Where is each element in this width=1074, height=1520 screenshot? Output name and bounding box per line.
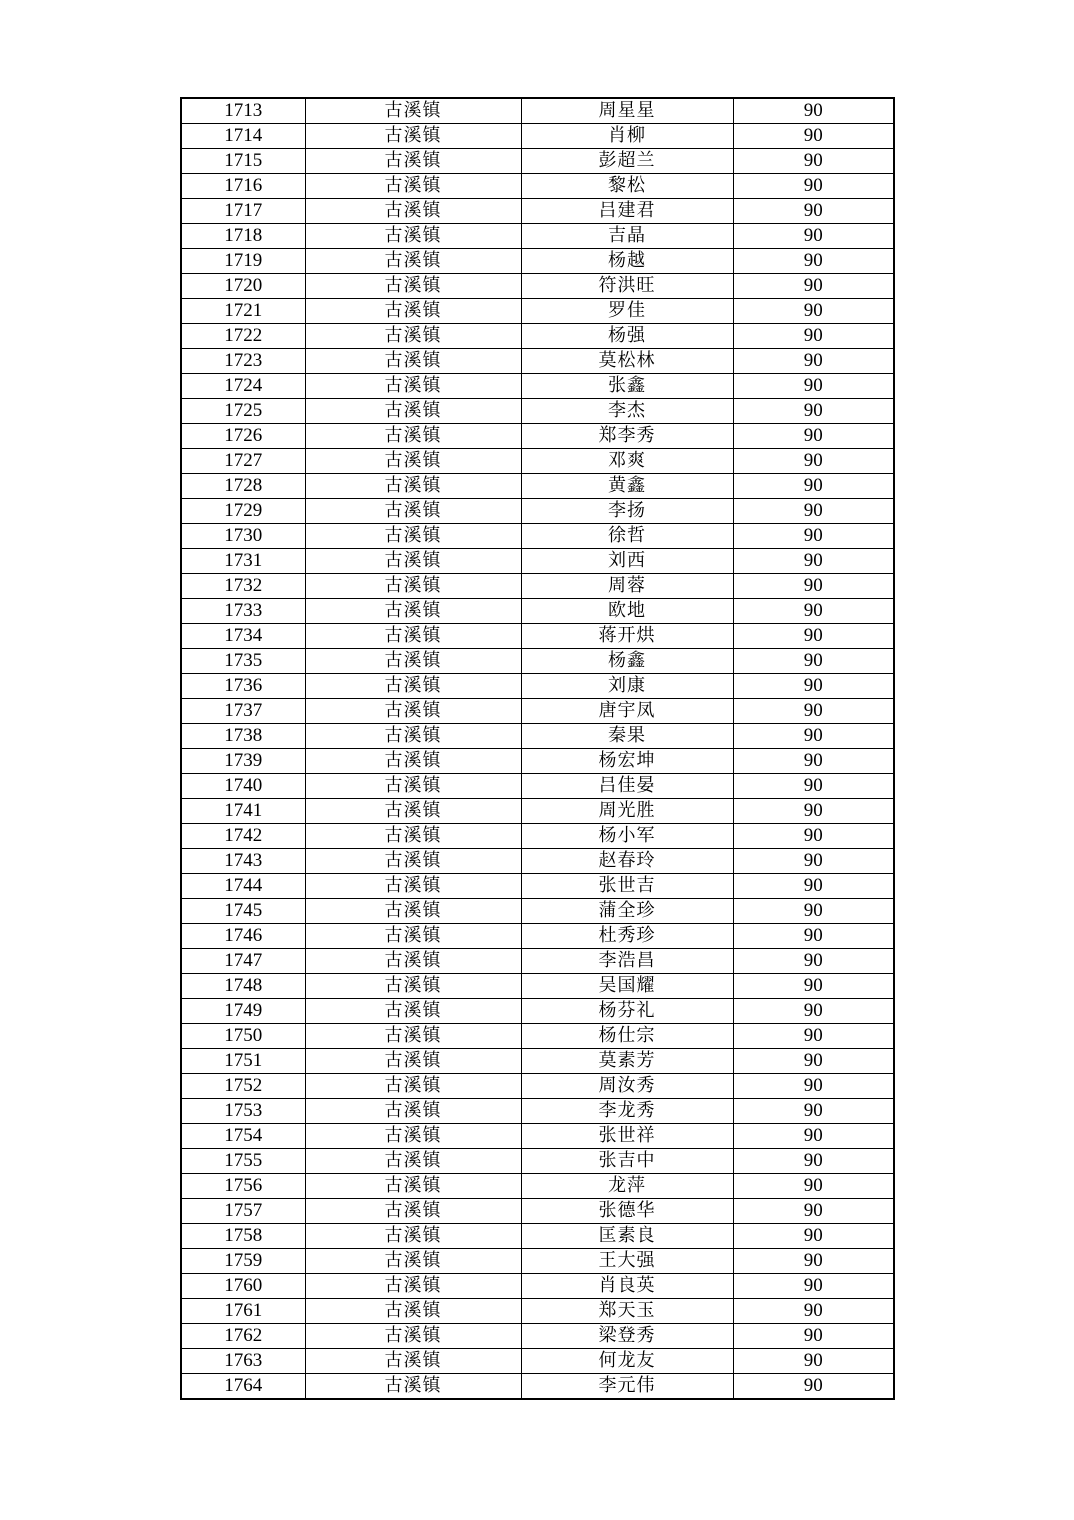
table-row xyxy=(181,1149,894,1174)
row-number-cell: 1750 xyxy=(181,1024,305,1049)
person-name-cell: 吉晶 xyxy=(521,224,733,249)
amount-cell: 90 xyxy=(733,549,894,574)
person-name-cell: 梁登秀 xyxy=(521,1324,733,1349)
table-row xyxy=(181,1199,894,1224)
table-row xyxy=(181,649,894,674)
row-number-cell: 1724 xyxy=(181,374,305,399)
amount-cell: 90 xyxy=(733,274,894,299)
amount-cell: 90 xyxy=(733,1324,894,1349)
person-name-cell: 杜秀珍 xyxy=(521,924,733,949)
person-name-cell: 周星星 xyxy=(521,98,733,124)
person-name-cell: 张鑫 xyxy=(521,374,733,399)
row-number-cell: 1760 xyxy=(181,1274,305,1299)
amount-cell: 90 xyxy=(733,349,894,374)
row-number-cell: 1735 xyxy=(181,649,305,674)
row-number-cell: 1763 xyxy=(181,1349,305,1374)
table-row xyxy=(181,1049,894,1074)
table-row xyxy=(181,724,894,749)
table-row xyxy=(181,1374,894,1400)
amount-cell: 90 xyxy=(733,324,894,349)
amount-cell: 90 xyxy=(733,1124,894,1149)
town-cell: 古溪镇 xyxy=(305,174,521,199)
row-number-cell: 1758 xyxy=(181,1224,305,1249)
town-cell: 古溪镇 xyxy=(305,98,521,124)
table-row xyxy=(181,874,894,899)
town-cell: 古溪镇 xyxy=(305,1049,521,1074)
row-number-cell: 1719 xyxy=(181,249,305,274)
person-name-cell: 张世祥 xyxy=(521,1124,733,1149)
row-number-cell: 1759 xyxy=(181,1249,305,1274)
town-cell: 古溪镇 xyxy=(305,1149,521,1174)
amount-cell: 90 xyxy=(733,999,894,1024)
town-cell: 古溪镇 xyxy=(305,574,521,599)
town-cell: 古溪镇 xyxy=(305,399,521,424)
amount-cell: 90 xyxy=(733,199,894,224)
table-row xyxy=(181,1024,894,1049)
table-row xyxy=(181,149,894,174)
amount-cell: 90 xyxy=(733,1024,894,1049)
row-number-cell: 1720 xyxy=(181,274,305,299)
town-cell: 古溪镇 xyxy=(305,849,521,874)
row-number-cell: 1727 xyxy=(181,449,305,474)
person-name-cell: 蒲全珍 xyxy=(521,899,733,924)
row-number-cell: 1731 xyxy=(181,549,305,574)
table-row xyxy=(181,1274,894,1299)
row-number-cell: 1728 xyxy=(181,474,305,499)
table-row xyxy=(181,899,894,924)
person-name-cell: 莫素芳 xyxy=(521,1049,733,1074)
table-row xyxy=(181,524,894,549)
person-name-cell: 郑天玉 xyxy=(521,1299,733,1324)
row-number-cell: 1730 xyxy=(181,524,305,549)
row-number-cell: 1756 xyxy=(181,1174,305,1199)
person-name-cell: 邓爽 xyxy=(521,449,733,474)
amount-cell: 90 xyxy=(733,824,894,849)
town-cell: 古溪镇 xyxy=(305,249,521,274)
table-row xyxy=(181,399,894,424)
person-name-cell: 张德华 xyxy=(521,1199,733,1224)
row-number-cell: 1737 xyxy=(181,699,305,724)
town-cell: 古溪镇 xyxy=(305,1024,521,1049)
amount-cell: 90 xyxy=(733,424,894,449)
person-name-cell: 杨仕宗 xyxy=(521,1024,733,1049)
row-number-cell: 1738 xyxy=(181,724,305,749)
person-name-cell: 徐哲 xyxy=(521,524,733,549)
person-name-cell: 李浩昌 xyxy=(521,949,733,974)
table-row xyxy=(181,599,894,624)
row-number-cell: 1736 xyxy=(181,674,305,699)
table-row xyxy=(181,624,894,649)
amount-cell: 90 xyxy=(733,299,894,324)
table-row xyxy=(181,1249,894,1274)
person-name-cell: 周汝秀 xyxy=(521,1074,733,1099)
town-cell: 古溪镇 xyxy=(305,999,521,1024)
row-number-cell: 1718 xyxy=(181,224,305,249)
amount-cell: 90 xyxy=(733,924,894,949)
person-name-cell: 杨宏坤 xyxy=(521,749,733,774)
town-cell: 古溪镇 xyxy=(305,1249,521,1274)
row-number-cell: 1748 xyxy=(181,974,305,999)
row-number-cell: 1743 xyxy=(181,849,305,874)
town-cell: 古溪镇 xyxy=(305,1199,521,1224)
table-row xyxy=(181,449,894,474)
amount-cell: 90 xyxy=(733,874,894,899)
row-number-cell: 1764 xyxy=(181,1374,305,1400)
row-number-cell: 1715 xyxy=(181,149,305,174)
amount-cell: 90 xyxy=(733,1224,894,1249)
amount-cell: 90 xyxy=(733,524,894,549)
amount-cell: 90 xyxy=(733,1174,894,1199)
amount-cell: 90 xyxy=(733,899,894,924)
table-row xyxy=(181,474,894,499)
amount-cell: 90 xyxy=(733,399,894,424)
row-number-cell: 1725 xyxy=(181,399,305,424)
town-cell: 古溪镇 xyxy=(305,1124,521,1149)
town-cell: 古溪镇 xyxy=(305,699,521,724)
amount-cell: 90 xyxy=(733,1299,894,1324)
table-row xyxy=(181,349,894,374)
person-name-cell: 唐宇凤 xyxy=(521,699,733,724)
amount-cell: 90 xyxy=(733,1374,894,1400)
town-cell: 古溪镇 xyxy=(305,1174,521,1199)
person-name-cell: 吴国耀 xyxy=(521,974,733,999)
row-number-cell: 1749 xyxy=(181,999,305,1024)
amount-cell: 90 xyxy=(733,799,894,824)
row-number-cell: 1733 xyxy=(181,599,305,624)
table-row xyxy=(181,424,894,449)
table-row xyxy=(181,98,894,124)
amount-cell: 90 xyxy=(733,974,894,999)
amount-cell: 90 xyxy=(733,624,894,649)
table-row xyxy=(181,824,894,849)
town-cell: 古溪镇 xyxy=(305,1324,521,1349)
town-cell: 古溪镇 xyxy=(305,874,521,899)
person-name-cell: 赵春玲 xyxy=(521,849,733,874)
town-cell: 古溪镇 xyxy=(305,499,521,524)
town-cell: 古溪镇 xyxy=(305,1074,521,1099)
amount-cell: 90 xyxy=(733,98,894,124)
table-row xyxy=(181,174,894,199)
person-name-cell: 张世吉 xyxy=(521,874,733,899)
person-name-cell: 周光胜 xyxy=(521,799,733,824)
person-name-cell: 彭超兰 xyxy=(521,149,733,174)
town-cell: 古溪镇 xyxy=(305,549,521,574)
amount-cell: 90 xyxy=(733,1249,894,1274)
town-cell: 古溪镇 xyxy=(305,949,521,974)
table-row xyxy=(181,1224,894,1249)
person-name-cell: 杨小军 xyxy=(521,824,733,849)
table-row xyxy=(181,124,894,149)
table-row xyxy=(181,924,894,949)
row-number-cell: 1751 xyxy=(181,1049,305,1074)
amount-cell: 90 xyxy=(733,1199,894,1224)
town-cell: 古溪镇 xyxy=(305,1374,521,1400)
town-cell: 古溪镇 xyxy=(305,1224,521,1249)
town-cell: 古溪镇 xyxy=(305,974,521,999)
person-name-cell: 肖柳 xyxy=(521,124,733,149)
row-number-cell: 1732 xyxy=(181,574,305,599)
person-name-cell: 何龙友 xyxy=(521,1349,733,1374)
table-row xyxy=(181,949,894,974)
row-number-cell: 1716 xyxy=(181,174,305,199)
amount-cell: 90 xyxy=(733,749,894,774)
town-cell: 古溪镇 xyxy=(305,899,521,924)
person-name-cell: 张吉中 xyxy=(521,1149,733,1174)
table-row xyxy=(181,549,894,574)
person-name-cell: 刘康 xyxy=(521,674,733,699)
town-cell: 古溪镇 xyxy=(305,324,521,349)
person-name-cell: 杨鑫 xyxy=(521,649,733,674)
row-number-cell: 1714 xyxy=(181,124,305,149)
person-name-cell: 周蓉 xyxy=(521,574,733,599)
amount-cell: 90 xyxy=(733,149,894,174)
amount-cell: 90 xyxy=(733,124,894,149)
row-number-cell: 1742 xyxy=(181,824,305,849)
row-number-cell: 1757 xyxy=(181,1199,305,1224)
person-name-cell: 黎松 xyxy=(521,174,733,199)
town-cell: 古溪镇 xyxy=(305,599,521,624)
row-number-cell: 1721 xyxy=(181,299,305,324)
town-cell: 古溪镇 xyxy=(305,274,521,299)
amount-cell: 90 xyxy=(733,1099,894,1124)
town-cell: 古溪镇 xyxy=(305,1299,521,1324)
amount-cell: 90 xyxy=(733,174,894,199)
table-row xyxy=(181,574,894,599)
town-cell: 古溪镇 xyxy=(305,124,521,149)
row-number-cell: 1746 xyxy=(181,924,305,949)
table-row xyxy=(181,274,894,299)
table-row xyxy=(181,799,894,824)
town-cell: 古溪镇 xyxy=(305,624,521,649)
row-number-cell: 1734 xyxy=(181,624,305,649)
town-cell: 古溪镇 xyxy=(305,349,521,374)
row-number-cell: 1745 xyxy=(181,899,305,924)
person-name-cell: 杨芬礼 xyxy=(521,999,733,1024)
person-name-cell: 肖良英 xyxy=(521,1274,733,1299)
table-row xyxy=(181,1324,894,1349)
amount-cell: 90 xyxy=(733,499,894,524)
amount-cell: 90 xyxy=(733,674,894,699)
town-cell: 古溪镇 xyxy=(305,924,521,949)
person-name-cell: 秦果 xyxy=(521,724,733,749)
row-number-cell: 1723 xyxy=(181,349,305,374)
row-number-cell: 1729 xyxy=(181,499,305,524)
table-row xyxy=(181,1299,894,1324)
amount-cell: 90 xyxy=(733,724,894,749)
table-row xyxy=(181,974,894,999)
town-cell: 古溪镇 xyxy=(305,1099,521,1124)
table-row xyxy=(181,774,894,799)
row-number-cell: 1762 xyxy=(181,1324,305,1349)
person-name-cell: 李杰 xyxy=(521,399,733,424)
amount-cell: 90 xyxy=(733,374,894,399)
row-number-cell: 1741 xyxy=(181,799,305,824)
town-cell: 古溪镇 xyxy=(305,224,521,249)
town-cell: 古溪镇 xyxy=(305,424,521,449)
row-number-cell: 1744 xyxy=(181,874,305,899)
town-cell: 古溪镇 xyxy=(305,799,521,824)
town-cell: 古溪镇 xyxy=(305,449,521,474)
row-number-cell: 1761 xyxy=(181,1299,305,1324)
row-number-cell: 1752 xyxy=(181,1074,305,1099)
amount-cell: 90 xyxy=(733,1149,894,1174)
town-cell: 古溪镇 xyxy=(305,774,521,799)
roster-table xyxy=(180,97,895,1400)
amount-cell: 90 xyxy=(733,574,894,599)
table-row xyxy=(181,674,894,699)
row-number-cell: 1726 xyxy=(181,424,305,449)
table-row xyxy=(181,199,894,224)
person-name-cell: 杨强 xyxy=(521,324,733,349)
town-cell: 古溪镇 xyxy=(305,1349,521,1374)
row-number-cell: 1722 xyxy=(181,324,305,349)
person-name-cell: 王大强 xyxy=(521,1249,733,1274)
amount-cell: 90 xyxy=(733,699,894,724)
town-cell: 古溪镇 xyxy=(305,374,521,399)
amount-cell: 90 xyxy=(733,1274,894,1299)
table-row xyxy=(181,324,894,349)
table-row xyxy=(181,299,894,324)
table-row xyxy=(181,374,894,399)
person-name-cell: 蒋开烘 xyxy=(521,624,733,649)
row-number-cell: 1717 xyxy=(181,199,305,224)
town-cell: 古溪镇 xyxy=(305,1274,521,1299)
town-cell: 古溪镇 xyxy=(305,674,521,699)
amount-cell: 90 xyxy=(733,1074,894,1099)
town-cell: 古溪镇 xyxy=(305,724,521,749)
person-name-cell: 李扬 xyxy=(521,499,733,524)
amount-cell: 90 xyxy=(733,224,894,249)
table-row xyxy=(181,1124,894,1149)
town-cell: 古溪镇 xyxy=(305,524,521,549)
amount-cell: 90 xyxy=(733,599,894,624)
person-name-cell: 郑李秀 xyxy=(521,424,733,449)
table-row xyxy=(181,1174,894,1199)
person-name-cell: 龙萍 xyxy=(521,1174,733,1199)
person-name-cell: 罗佳 xyxy=(521,299,733,324)
person-name-cell: 吕建君 xyxy=(521,199,733,224)
table-row xyxy=(181,224,894,249)
row-number-cell: 1754 xyxy=(181,1124,305,1149)
town-cell: 古溪镇 xyxy=(305,474,521,499)
person-name-cell: 黄鑫 xyxy=(521,474,733,499)
person-name-cell: 刘西 xyxy=(521,549,733,574)
row-number-cell: 1739 xyxy=(181,749,305,774)
town-cell: 古溪镇 xyxy=(305,649,521,674)
table-row xyxy=(181,499,894,524)
person-name-cell: 吕佳晏 xyxy=(521,774,733,799)
row-number-cell: 1713 xyxy=(181,98,305,124)
town-cell: 古溪镇 xyxy=(305,149,521,174)
table-row xyxy=(181,749,894,774)
town-cell: 古溪镇 xyxy=(305,824,521,849)
person-name-cell: 莫松林 xyxy=(521,349,733,374)
row-number-cell: 1740 xyxy=(181,774,305,799)
person-name-cell: 杨越 xyxy=(521,249,733,274)
amount-cell: 90 xyxy=(733,249,894,274)
amount-cell: 90 xyxy=(733,1049,894,1074)
person-name-cell: 李龙秀 xyxy=(521,1099,733,1124)
town-cell: 古溪镇 xyxy=(305,299,521,324)
amount-cell: 90 xyxy=(733,474,894,499)
table-row xyxy=(181,1099,894,1124)
person-name-cell: 欧地 xyxy=(521,599,733,624)
person-name-cell: 符洪旺 xyxy=(521,274,733,299)
table-row xyxy=(181,999,894,1024)
amount-cell: 90 xyxy=(733,949,894,974)
amount-cell: 90 xyxy=(733,849,894,874)
amount-cell: 90 xyxy=(733,649,894,674)
amount-cell: 90 xyxy=(733,774,894,799)
town-cell: 古溪镇 xyxy=(305,199,521,224)
amount-cell: 90 xyxy=(733,1349,894,1374)
roster-table-body xyxy=(181,98,894,1399)
table-row xyxy=(181,849,894,874)
table-row xyxy=(181,1074,894,1099)
row-number-cell: 1747 xyxy=(181,949,305,974)
person-name-cell: 匡素良 xyxy=(521,1224,733,1249)
amount-cell: 90 xyxy=(733,449,894,474)
row-number-cell: 1755 xyxy=(181,1149,305,1174)
person-name-cell: 李元伟 xyxy=(521,1374,733,1400)
row-number-cell: 1753 xyxy=(181,1099,305,1124)
table-row xyxy=(181,699,894,724)
town-cell: 古溪镇 xyxy=(305,749,521,774)
table-row xyxy=(181,1349,894,1374)
table-row xyxy=(181,249,894,274)
